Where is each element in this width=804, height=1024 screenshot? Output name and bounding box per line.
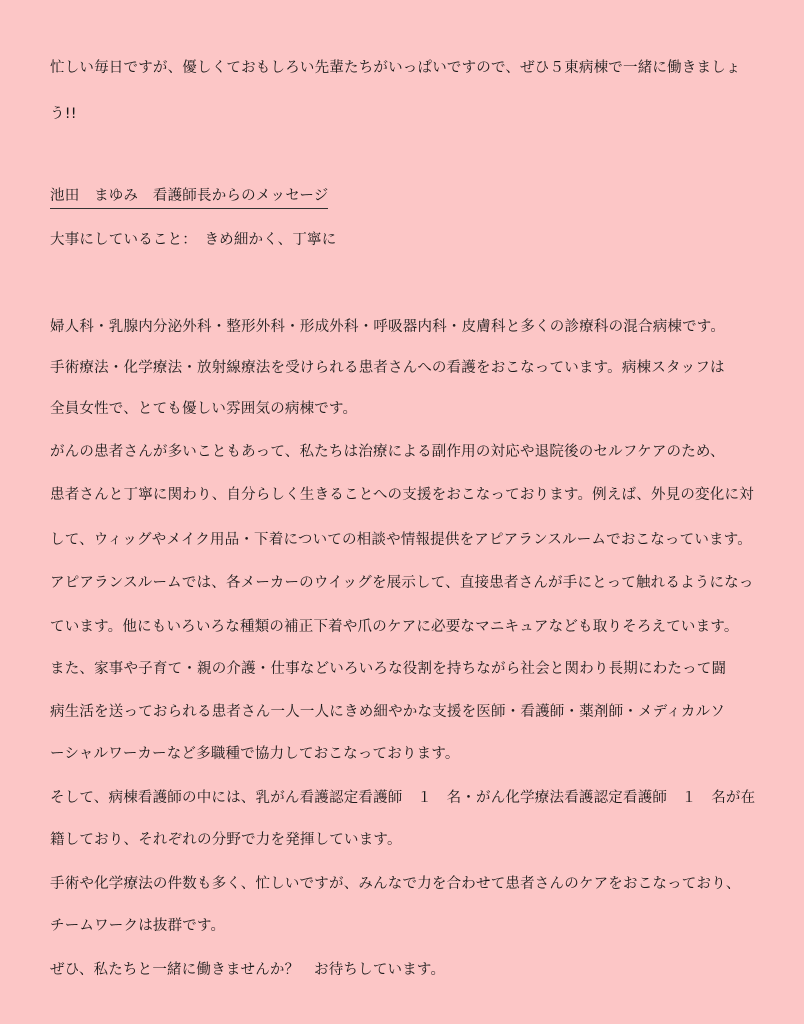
intro-line: う!! [50,106,77,122]
body-line: 患者さんと丁寧に関わり、自分らしく生きることへの支援をおこなっております。例えば、外見の変化に対 [50,487,754,503]
body-line: ています。他にもいろいろな種類の補正下着や爪のケアに必要なマニキュアなども取りそろえています。 [50,619,739,635]
body-line: がんの患者さんが多いこともあって、私たちは治療による副作用の対応や退院後のセルフケアのため、 [50,444,725,460]
body-line: ーシャルワーカーなど多職種で協力しておこなっております。 [50,746,460,762]
body-line: 籍しており、それぞれの分野で力を発揮しています。 [50,832,402,848]
body-line: 手術療法・化学療法・放射線療法を受けられる患者さんへの看護をおこなっています。病棟スタッフは [50,360,725,376]
body-line: 手術や化学療法の件数も多く、忙しいですが、みんなで力を合わせて患者さんのケアをおこなっており、 [50,876,741,892]
body-line: 病生活を送っておられる患者さん一人一人にきめ細やかな支援を医師・看護師・薬剤師・メディカルソ [50,704,726,720]
motto-line: 大事にしていること： きめ細かく、丁寧に [50,232,337,248]
body-line: チームワークは抜群です。 [50,918,226,934]
body-line: ぜひ、私たちと一緒に働きませんか？ お待ちしています。 [50,962,446,978]
body-line: また、家事や子育て・親の介護・仕事などいろいろな役割を持ちながら社会と関わり長期にわたって闘 [50,661,727,677]
body-line: アピアランスルームでは、各メーカーのウイッグを展示して、直接患者さんが手にとって触れるようになっ [50,575,754,591]
body-line: して、ウィッグやメイク用品・下着についての相談や情報提供をアピアランスルームでおこなっています。 [50,532,752,548]
intro-line: 忙しい毎日ですが、優しくておもしろい先輩たちがいっぱいですので、ぜひ５東病棟で一緒に働きましょ [50,60,741,76]
body-line: 婦人科・乳腺内分泌外科・整形外科・形成外科・呼吸器内科・皮膚科と多くの診療科の混合病棟です。 [50,319,726,335]
body-line: そして、病棟看護師の中には、乳がん看護認定看護師 １ 名・がん化学療法看護認定看護師 １ 名が在 [50,790,756,806]
message-heading: 池田 まゆみ 看護師長からのメッセージ [50,186,328,209]
body-line: 全員女性で、とても優しい雰囲気の病棟です。 [50,401,358,417]
